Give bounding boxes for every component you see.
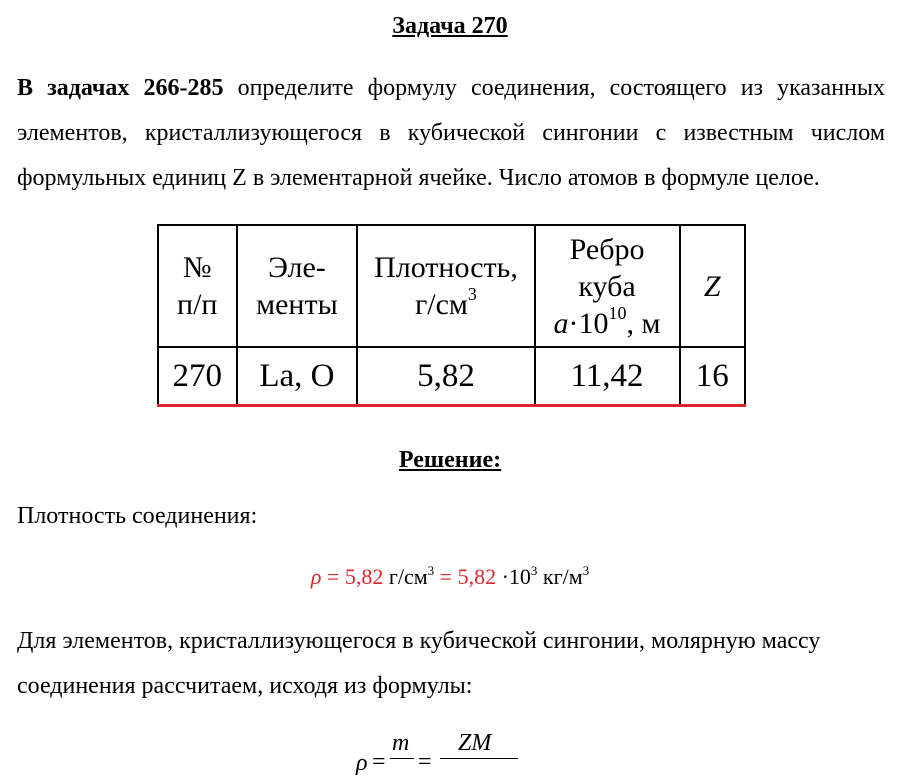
header-z-label: Z xyxy=(703,269,721,303)
formula-sup1: 3 xyxy=(427,563,435,578)
header-number-line2: п/п xyxy=(177,288,218,321)
header-density-line1: Плотность, xyxy=(374,251,518,284)
formula-unit2: кг/м xyxy=(537,564,583,589)
cell-number: 270 xyxy=(158,347,237,406)
formula2-fraction-bar1 xyxy=(390,758,414,759)
header-elements-line2: менты xyxy=(256,288,338,321)
formula-rho: ρ xyxy=(310,564,322,589)
header-edge-unit: , м xyxy=(626,306,661,340)
header-elements xyxy=(237,225,358,347)
header-z xyxy=(680,225,745,347)
page-title: Задача 270 xyxy=(392,13,508,39)
formula-unit1: г/см xyxy=(383,564,428,589)
formula2-eq1: = xyxy=(372,749,386,775)
density-paragraph: Плотность соединения: xyxy=(17,503,258,529)
cell-density: 5,82 xyxy=(357,347,534,406)
formula2-fraction-bar2 xyxy=(440,758,518,759)
header-edge-line1: Ребро xyxy=(569,232,645,266)
density-formula xyxy=(0,560,900,594)
header-density-sup: 3 xyxy=(467,284,477,304)
header-elements-line1: Эле- xyxy=(268,251,326,284)
problem-text-part2: в элементарной ячейке. Число атомов в формуле целое. xyxy=(246,165,820,191)
problem-z-symbol: Z xyxy=(232,165,247,191)
solution-heading: Решение: xyxy=(398,447,502,473)
problem-range: В задачах 266-285 xyxy=(17,75,224,101)
cell-elements: La, O xyxy=(237,347,358,406)
problem-statement xyxy=(17,66,885,201)
cell-z: 16 xyxy=(680,347,745,406)
header-density xyxy=(357,225,534,347)
table-header-row xyxy=(158,225,745,347)
formula2-m: m xyxy=(392,730,410,756)
formula2-zm: ZM xyxy=(458,730,492,756)
cell-edge: 11,42 xyxy=(535,347,680,406)
formula2-eq2: = xyxy=(418,749,432,775)
header-edge-a: a xyxy=(553,306,569,340)
header-edge xyxy=(535,225,680,347)
formula-eq2: = 5,82 xyxy=(434,564,497,589)
formula-sup2: 3 xyxy=(530,563,538,578)
header-number xyxy=(158,225,237,347)
task-data-table xyxy=(157,224,746,407)
molar-mass-paragraph: Для элементов, кристаллизующегося в кубической сингонии, молярную массу соединения рассчитаем, исходя из формулы: xyxy=(17,628,821,699)
formula-mult: ·10 xyxy=(496,564,531,589)
header-density-unit: г/см xyxy=(414,288,468,321)
header-edge-mult: ·10 xyxy=(568,306,609,340)
header-edge-sup: 10 xyxy=(608,302,627,323)
formula2-rho: ρ xyxy=(356,750,368,776)
formula-eq1: = 5,82 xyxy=(321,564,384,589)
header-edge-line2: куба xyxy=(578,269,636,303)
formula-sup3: 3 xyxy=(582,563,590,578)
header-number-line1: № xyxy=(182,251,212,284)
table-row xyxy=(158,347,745,406)
problem-text-part1: определите формулу соединения, состоящего из указанных элементов, кристаллизующегося в кубической сингонии с известным числом формульных единиц xyxy=(17,75,885,191)
